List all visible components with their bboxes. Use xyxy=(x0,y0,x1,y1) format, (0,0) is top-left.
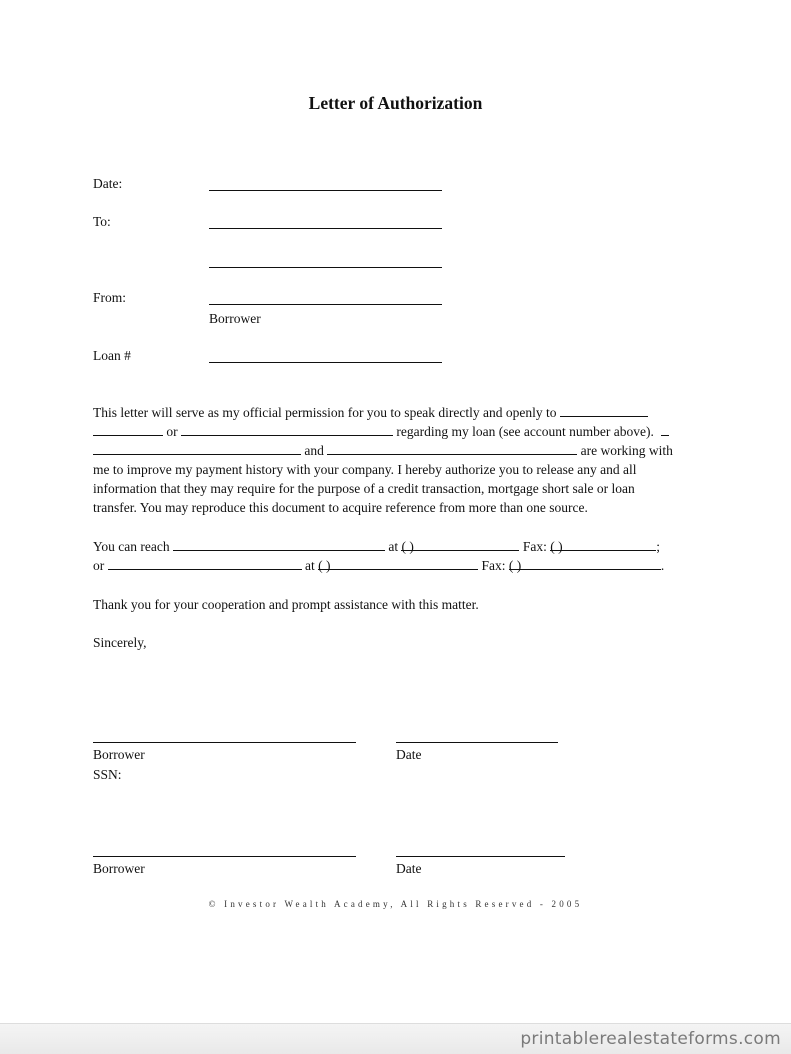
borrower-signature-line-1[interactable] xyxy=(93,742,356,743)
paragraph-text-1: This letter will serve as my official permission for you to speak directly and openly to xyxy=(93,405,557,420)
paragraph-line-4: me to improve my payment history with your company. I hereby authorize you to release any and all xyxy=(93,462,637,477)
reach-label: You can reach xyxy=(93,539,170,554)
contact-line-1 xyxy=(93,537,660,556)
to-blank-line-2[interactable] xyxy=(209,267,442,268)
paragraph-and: and xyxy=(304,443,324,458)
from-borrower-caption: Borrower xyxy=(209,311,261,326)
borrower-signature-label-1: Borrower xyxy=(93,747,145,762)
fax-paren-1: ( ) xyxy=(550,539,563,554)
paragraph-line-5: information that they may require for the purpose of a credit transaction, mortgage short sale or loan xyxy=(93,481,635,496)
from-label: From: xyxy=(93,290,127,305)
representative-blank-3a[interactable] xyxy=(661,422,669,436)
from-blank[interactable] xyxy=(209,304,442,305)
to-blank-line-1[interactable] xyxy=(209,228,442,229)
fax-paren-2: ( ) xyxy=(508,558,522,573)
date-blank[interactable] xyxy=(209,190,442,191)
fax-label-2: Fax: xyxy=(481,558,506,573)
at-label-2: at xyxy=(305,558,315,573)
fax-blank-2[interactable] xyxy=(508,556,661,573)
contact-semicolon: ; xyxy=(656,539,661,554)
date-signature-label-2: Date xyxy=(396,861,422,876)
ssn-label: SSN: xyxy=(93,767,122,782)
representative-blank-1b[interactable] xyxy=(93,422,163,436)
contact-period: . xyxy=(660,558,665,573)
watermark-text: printablerealestateforms.com xyxy=(520,1029,781,1049)
watermark-bar xyxy=(0,1023,791,1054)
borrower-signature-label-2: Borrower xyxy=(93,861,145,876)
sincerely-text: Sincerely, xyxy=(93,635,147,650)
date-signature-label-1: Date xyxy=(396,747,422,762)
phone-blank-1[interactable] xyxy=(401,537,519,554)
date-signature-line-1[interactable] xyxy=(396,742,558,743)
loan-number-blank[interactable] xyxy=(209,362,442,363)
fax-label-1: Fax: xyxy=(522,539,547,554)
phone-paren-1: ( ) xyxy=(401,539,414,554)
at-label-1: at xyxy=(388,539,399,554)
date-label: Date: xyxy=(93,176,123,191)
paragraph-line-2 xyxy=(93,422,669,441)
copyright-footer: © Investor Wealth Academy, All Rights Reserved - 2005 xyxy=(208,899,583,909)
paragraph-regarding: regarding my loan (see account number above). xyxy=(396,424,654,439)
reach-name-blank-2[interactable] xyxy=(108,556,302,570)
to-label: To: xyxy=(93,214,111,229)
fax-blank-1[interactable] xyxy=(550,537,656,554)
paragraph-or: or xyxy=(166,424,178,439)
reach-name-blank-1[interactable] xyxy=(173,537,385,551)
document-title: Letter of Authorization xyxy=(308,93,483,113)
representative-blank-2[interactable] xyxy=(181,422,393,436)
representative-blank-1a[interactable] xyxy=(560,403,648,417)
contact-line-2 xyxy=(93,556,664,575)
paragraph-working-with: are working with xyxy=(580,443,673,458)
phone-paren-2: ( ) xyxy=(318,558,331,573)
representative-blank-4[interactable] xyxy=(327,441,577,455)
paragraph-line-3 xyxy=(93,441,673,460)
paragraph-line-6: transfer. You may reproduce this document to acquire reference from more than one source. xyxy=(93,500,588,515)
paragraph-line-1 xyxy=(93,403,648,422)
loan-number-label: Loan # xyxy=(93,348,131,363)
borrower-signature-line-2[interactable] xyxy=(93,856,356,857)
date-signature-line-2[interactable] xyxy=(396,856,565,857)
representative-blank-3b[interactable] xyxy=(93,441,301,455)
or-label: or xyxy=(93,558,105,573)
phone-blank-2[interactable] xyxy=(318,556,478,573)
thanks-text: Thank you for your cooperation and prompt assistance with this matter. xyxy=(93,597,479,612)
